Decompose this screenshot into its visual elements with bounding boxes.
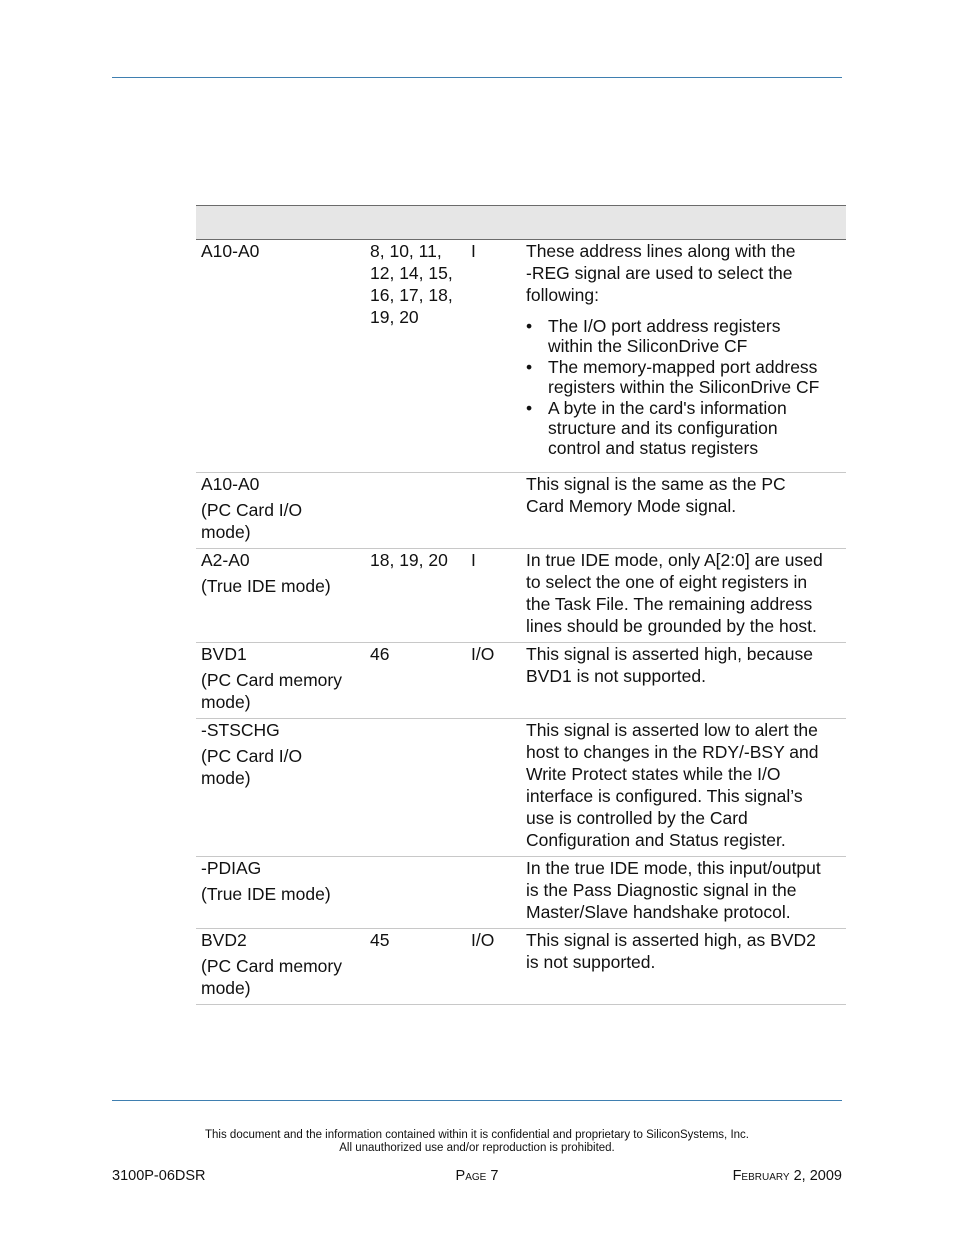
description-line: This signal is asserted high, because [526,644,813,664]
signal-mode-line: (PC Card I/O [201,746,303,766]
signal-name: A10-A0 [201,241,260,261]
bullet-icon: • [526,398,533,418]
bullet-line: within the SiliconDrive CF [548,336,748,356]
signal-name-cell [201,473,366,543]
direction-cell: I/O [471,930,495,950]
document-number: 3100P-06DSR [112,1168,206,1184]
direction-cell: I [471,241,476,261]
signal-name: -STSCHG [201,720,280,740]
direction-cell: I/O [471,644,495,664]
signal-name-cell [201,929,366,999]
bullet-item [526,398,844,458]
description-line: This signal is the same as the PC [526,474,786,494]
bullet-icon: • [526,357,533,377]
pin-number-line: 46 [370,644,390,664]
description-cell [526,240,844,459]
signal-name: BVD1 [201,644,247,664]
description-line: interface is configured. This signal’s [526,786,803,806]
description-line: This signal is asserted high, as BVD2 [526,930,816,950]
table-row [196,549,846,643]
bullet-line: control and status registers [548,438,759,458]
document-date: February 2, 2009 [732,1168,842,1184]
signal-mode-line: (PC Card memory [201,956,342,976]
signal-mode-line: mode) [201,522,251,542]
table-row [196,643,846,719]
description-line: is the Pass Diagnostic signal in the [526,880,797,900]
description-line: Write Protect states while the I/O [526,764,781,784]
description-line: host to changes in the RDY/-BSY and [526,742,819,762]
bullet-line: The memory-mapped port address [548,357,818,377]
table-row [196,857,846,929]
signal-table [196,205,846,1005]
page-number: Page 7 [455,1168,499,1184]
signal-mode-line: (True IDE mode) [201,884,331,904]
signal-mode-line: mode) [201,978,251,998]
description-line: is not supported. [526,952,656,972]
pin-number-cell [370,549,466,571]
pin-number-line: 16, 17, 18, [370,285,453,305]
pin-number-cell [370,240,466,328]
signal-name-cell [201,549,366,597]
direction-cell: I [471,550,476,570]
bullet-line: The I/O port address registers [548,316,781,336]
description-line: These address lines along with the [526,241,796,261]
description-line: to select the one of eight registers in [526,572,808,592]
description-line: BVD1 is not supported. [526,666,706,686]
description-line: following: [526,285,599,305]
signal-name-cell [201,240,366,262]
pin-number-line: 12, 14, 15, [370,263,453,283]
pin-number-line: 19, 20 [370,307,419,327]
pin-number-line: 18, 19, 20 [370,550,448,570]
bullet-line: registers within the SiliconDrive CF [548,377,820,397]
description-line: lines should be grounded by the host. [526,616,817,636]
description-line: the Task File. The remaining address [526,594,813,614]
description-line: In true IDE mode, only A[2:0] are used [526,550,823,570]
pin-number-cell [370,643,466,665]
pin-number-line: 45 [370,930,390,950]
pin-number-line: 8, 10, 11, [370,241,442,261]
bullet-line: A byte in the card's information [548,398,787,418]
description-cell [526,643,844,687]
description-cell [526,549,844,637]
bullet-line: structure and its configuration [548,418,778,438]
footer-rule [112,1100,842,1101]
reproduction-notice: All unauthorized use and/or reproduction is prohibited. [339,1142,615,1154]
signal-name: A10-A0 [201,474,260,494]
description-bullet-list [526,316,844,458]
signal-mode-line: (PC Card I/O [201,500,303,520]
signal-mode-line: (True IDE mode) [201,576,331,596]
signal-name: BVD2 [201,930,247,950]
signal-mode-line: (PC Card memory [201,670,342,690]
pin-number-cell [370,929,466,951]
table-row [196,929,846,1005]
description-line: use is controlled by the Card [526,808,748,828]
confidentiality-notice: This document and the information contained within it is confidential and proprietary to SiliconSystems, Inc. [205,1129,749,1141]
description-cell [526,473,844,517]
bullet-item [526,357,844,397]
description-cell [526,857,844,923]
description-cell [526,929,844,973]
table-row [196,473,846,549]
signal-name-cell [201,719,366,789]
signal-mode-line: mode) [201,768,251,788]
bullet-item [526,316,844,356]
description-line: Card Memory Mode signal. [526,496,737,516]
signal-name: A2-A0 [201,550,250,570]
description-line: This signal is asserted low to alert the [526,720,818,740]
signal-mode-line: mode) [201,692,251,712]
header-rule [112,77,842,78]
table-row [196,719,846,857]
description-line: In the true IDE mode, this input/output [526,858,821,878]
signal-name: -PDIAG [201,858,262,878]
signal-name-cell [201,857,366,905]
table-header-row [196,205,846,240]
table-row [196,240,846,473]
bullet-icon: • [526,316,533,336]
description-cell [526,719,844,851]
description-line: Master/Slave handshake protocol. [526,902,791,922]
description-line: Configuration and Status register. [526,830,786,850]
signal-name-cell [201,643,366,713]
description-line: -REG signal are used to select the [526,263,793,283]
